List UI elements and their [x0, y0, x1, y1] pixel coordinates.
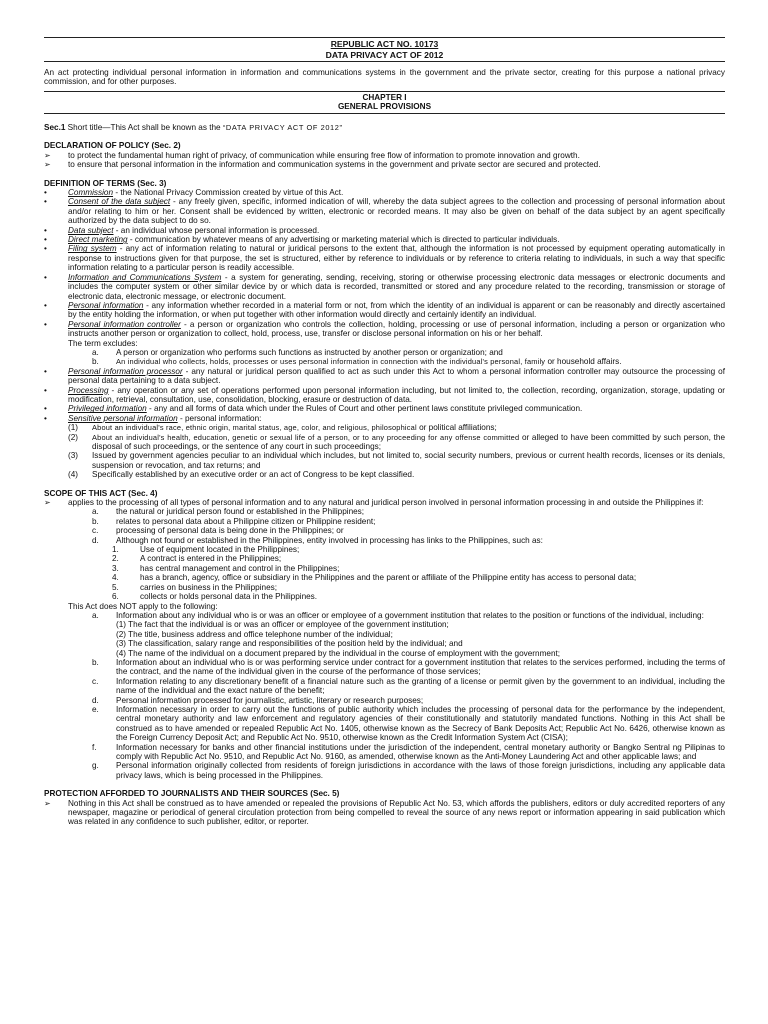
term-definition: - communication by whatever means of any advertising or marketing material which is directed to particular individuals.: [127, 235, 560, 245]
term-item: [44, 301, 725, 320]
list-marker: (3): [68, 451, 79, 461]
sensitive-text: Specifically established by an executive order or an act of Congress to be kept classified.: [92, 470, 415, 480]
term-item-text: [68, 320, 725, 339]
list-marker: g.: [92, 761, 99, 771]
term-definition: - any freely given, specific, informed indication of will, whereby the data subject agrees to the collection and processing of personal information about and/or relating to him or her. Consent shall be evidenced by written, electronic or recorded means. It may also be given on behalf of the data subject by an agent specifically authorized by the data subject to do so.: [68, 197, 725, 226]
term-definition: - personal information:: [177, 413, 262, 423]
term-name: Personal information: [68, 300, 144, 310]
policy-item-text: [68, 151, 725, 160]
scope-link: [44, 554, 725, 563]
sensitive-text-spaced: About an individual's health, education, genetic or sexual life of a person, or to any proceeding for any offense committed: [92, 432, 520, 442]
policy-header: DECLARATION OF POLICY (Sec. 2): [44, 141, 181, 151]
bullet-icon: •: [44, 413, 47, 423]
term-name: Processing: [68, 385, 109, 395]
policy-item-text: to protect the fundamental human right of privacy, of communication while ensuring free flow of information to promote innovation and growth.: [68, 150, 580, 160]
scope-exclusion: [44, 696, 725, 705]
act-number: REPUBLIC ACT NO. 10173: [330, 39, 439, 49]
link-text: collects or holds personal data in the Philippines.: [140, 592, 318, 602]
list-marker: (2): [68, 432, 79, 442]
scope-exclusion-sub: (4) The name of the individual on a document prepared by the individual in the course of employment with the government;: [116, 648, 561, 658]
list-marker: a.: [92, 507, 99, 517]
term-name: Direct marketing: [68, 235, 128, 245]
journalists-header: PROTECTION AFFORDED TO JOURNALISTS AND THEIR SOURCES (Sec. 5): [44, 789, 340, 799]
bullet-icon: •: [44, 385, 47, 395]
term-item: [44, 226, 725, 235]
term-item: [44, 367, 725, 386]
condition-text: relates to personal data about a Philippine citizen or Philippine resident;: [116, 516, 376, 526]
policy-item-text: [68, 160, 725, 169]
term-item: [44, 320, 725, 339]
list-marker: (1): [68, 423, 79, 433]
sensitive-list: [44, 423, 725, 479]
exclusion-text: Information relating to any discretionary benefit of a financial nature such as the granting of a license or permit given by the government to an individual, including the name of the individual and the exact nature of the benefit;: [116, 676, 725, 696]
arrow-bullet-icon: ➢: [44, 498, 51, 508]
scope-link: [44, 564, 725, 573]
list-marker: d.: [92, 535, 99, 545]
section-1: [44, 123, 725, 132]
exclusion-text: Personal information originally collected from residents of foreign jurisdictions in accordance with the laws of those foreign jurisdictions, including any applicable data privacy laws, which is being processed in the Philippines.: [116, 761, 725, 780]
terms-list: [44, 188, 725, 339]
scope-link-text: [140, 592, 725, 601]
list-marker: 3.: [112, 563, 119, 573]
section-1-label: Sec.1: [44, 123, 66, 132]
exclusion-text-spaced: An individual who collects, holds, processes or uses personal information in connection with the individual's personal, family: [116, 357, 546, 367]
scope-exclusion: [44, 677, 725, 696]
terms-excludes-label: The term excludes:: [68, 338, 138, 348]
condition-text: processing of personal data is being done in the Philippines; or: [116, 526, 344, 536]
exclusion-text: A person or organization who performs such functions as instructed by another person or organization; and: [116, 347, 503, 357]
bullet-icon: •: [44, 197, 47, 207]
sensitive-text: or political affiliations;: [416, 423, 497, 433]
list-marker: d.: [92, 695, 99, 705]
list-marker: 1.: [112, 545, 119, 555]
link-text: Use of equipment located in the Philippines;: [140, 545, 300, 555]
document-page: [44, 37, 725, 827]
link-text: A contract is entered in the Philippines;: [140, 554, 282, 564]
term-item: [44, 273, 725, 301]
list-marker: 2.: [112, 554, 119, 564]
terms-header: DEFINITION OF TERMS (Sec. 3): [44, 178, 167, 188]
condition-text: the natural or juridical person found or established in the Philippines;: [116, 507, 365, 517]
exclusion-text: Information necessary for banks and other financial institutions under the jurisdiction of the independent, central monetary authority or Bangko Sentral ng Pilipinas to comply with Republic Act No. 9510, and Republic Act No. 9160, as amended, otherwise known as the Anti-Money Laundering Act and other applicable laws; and: [116, 742, 725, 761]
term-item: [44, 235, 725, 244]
list-marker: b.: [92, 516, 99, 526]
policy-item: [44, 151, 725, 160]
link-text: carries on business in the Philippines;: [140, 582, 277, 592]
list-marker: 4.: [112, 573, 119, 583]
bullet-icon: •: [44, 366, 47, 376]
journalists-text: Nothing in this Act shall be construed as to have amended or repealed the provisions of Republic Act No. 53, which affords the publishers, editors or duly accredited reporters of any newspaper, magazine or periodical of general circulation protection from being compelled to reveal the source of any news report or information appearing in said publication which was related in any confidence to such publisher, editor, or reporter.: [68, 798, 725, 827]
term-name: Data subject: [68, 225, 114, 235]
condition-text: Although not found or established in the Philippines, entity involved in processing has links to the Philippines, such as:: [116, 535, 543, 545]
sensitive-item-text: [92, 451, 725, 470]
bullet-icon: •: [44, 188, 47, 198]
term-item-text: [68, 386, 725, 405]
scope-condition: [44, 536, 725, 545]
bullet-icon: •: [44, 300, 47, 310]
scope-exclusions-list: [44, 611, 725, 780]
scope-exclusion: [44, 761, 725, 780]
term-definition: - any operation or any set of operations performed upon personal information including, but not limited to, the collection, recording, organization, storage, updating or modification, retrieval, consultation, use, consolidation, blocking, erasure or destruction of data.: [68, 385, 725, 404]
arrow-bullet-icon: ➢: [44, 150, 51, 160]
scope-link: [44, 545, 725, 554]
sensitive-item-text: [92, 433, 725, 452]
exclusion-text: Information about any individual who is or was an officer or employee of a government institution that relates to the position or functions of the individual, including:: [116, 610, 704, 620]
list-marker: 6.: [112, 592, 119, 602]
term-name: Filing system: [68, 244, 117, 254]
term-name: Privileged information: [68, 404, 147, 414]
act-intro: An act protecting individual personal information in information and communications systems in the government and the private sector, creating for this purpose a national privacy commission, and for other purposes.: [44, 68, 725, 87]
chapter-heading: [44, 91, 725, 114]
policy-item: [44, 160, 725, 169]
term-definition: - a person or organization who controls the collection, holding, processing or use of personal information, including a person or organization who instructs another person or organization to collect, hold, process, use, transfer or disclose personal information on his or her behalf.: [68, 319, 725, 339]
link-text: has central management and control in the Philippines;: [140, 563, 340, 573]
term-definition: - an individual whose personal information is processed.: [113, 225, 320, 235]
exclusion-item-text: [116, 357, 725, 366]
scope-exclusion: [44, 705, 725, 743]
scope-exclusion-text: [116, 696, 725, 705]
term-item-text: [68, 404, 725, 413]
term-definition: - any and all forms of data which under the Rules of Court and other pertinent laws constitute privileged communication.: [146, 404, 583, 414]
scope-exclusion-sub: (3) The classification, salary range and responsibilities of the position held by the individual; and: [116, 639, 463, 649]
scope-conditions-list: [44, 507, 725, 545]
term-name: Consent of the data subject: [68, 197, 171, 207]
term-item: [44, 414, 725, 423]
scope-exclusion-text: [116, 705, 725, 743]
term-item: [44, 404, 725, 413]
sensitive-item: [44, 451, 725, 470]
term-name: Personal information controller: [68, 319, 181, 329]
scope-exclusion-sub: (1) The fact that the individual is or was an officer or employee of the government institution;: [116, 620, 449, 630]
scope-condition: [44, 517, 725, 526]
term-definition: - a system for generating, sending, receiving, storing or otherwise processing electronic data messages or electronic documents and includes the computer system or other similar device by or which data is recorded, transmitted or stored and any procedure related to the recording, transmission or storage of electronic data, electronic message, or electronic document.: [68, 272, 725, 301]
term-definition: - the National Privacy Commission created by virtue of this Act.: [113, 188, 344, 198]
exclusion-text: or household affairs.: [545, 357, 622, 367]
term-name: Personal information processor: [68, 366, 183, 376]
scope-link-text: [140, 583, 725, 592]
scope-link: [44, 573, 725, 582]
sensitive-item: [44, 433, 725, 452]
scope-exclusion: [44, 743, 725, 762]
term-item-text: [68, 188, 725, 197]
excludes-list: [44, 348, 725, 367]
term-definition: - any natural or juridical person qualified to act as such under this Act to whom a personal information controller may outsource the processing of personal data pertaining to a data subject.: [68, 366, 725, 386]
exclusion-item-text: [116, 348, 725, 357]
exclusion-item: [44, 357, 725, 366]
journalists-item: [44, 799, 725, 827]
exclusion-text: Information necessary in order to carry out the functions of public authority which includes the processing of personal data for the performance by the independent, central monetary authority and law enforcement and regulatory agencies of their constitutionally and statutorily mandated functions. Nothing in this Act shall be construed as to have amended or repealed Republic Act No. 1405, otherwise known as the Secrecy of Bank Deposits Act; Republic Act No. 6426, otherwise known as the Foreign Currency Deposit Act; and Republic Act No. 9510, otherwise known as the Credit Information System Act (CISA);: [116, 704, 725, 743]
list-marker: c.: [92, 526, 99, 536]
bullet-icon: •: [44, 404, 47, 414]
policy-list: [44, 151, 725, 170]
list-marker: b.: [92, 657, 99, 667]
list-marker: a.: [92, 610, 99, 620]
term-definition: - any information whether recorded in a material form or not, from which the identity of an individual is apparent or can be reasonably and directly ascertained by the entity holding the information, or when put together with other information would directly and certainly identify an individual.: [68, 300, 726, 320]
term-item: [44, 197, 725, 225]
scope-exclusion-text: [116, 658, 725, 677]
list-marker: a.: [92, 347, 99, 357]
term-item: [44, 386, 725, 405]
scope-exclusion: [44, 658, 725, 677]
link-text: has a branch, agency, office or subsidiary in the Philippines and the parent or affiliate of the Philippine entity has access to personal data;: [140, 573, 637, 583]
section-1-quoted-title: “DATA PRIVACY ACT OF 2012”: [222, 123, 343, 132]
policy-item-text: to ensure that personal information in the information and communication systems in the government and private sector are secured and protected.: [68, 160, 601, 170]
scope-exclusion-text: [116, 677, 725, 696]
chapter-name: GENERAL PROVISIONS: [337, 102, 432, 112]
list-marker: b.: [92, 357, 99, 367]
scope-exclusion-text: [116, 611, 725, 620]
term-name: Information and Communications System: [68, 272, 222, 282]
scope-link: [44, 583, 725, 592]
terms-list-2: [44, 367, 725, 423]
scope-exclusion-sub: (2) The title, business address and office telephone number of the individual;: [116, 629, 393, 639]
scope-lead: [44, 498, 725, 507]
scope-header: SCOPE OF THIS ACT (Sec. 4): [44, 488, 158, 498]
not-apply-label: This Act does NOT apply to the following:: [68, 601, 218, 611]
term-item: [44, 244, 725, 272]
scope-exclusion-text: [116, 743, 725, 762]
sensitive-item-text: [92, 423, 725, 432]
scope-exclusion: [44, 611, 725, 620]
term-definition: - any act of information relating to natural or juridical persons to the extent that, although the information is not processed by equipment operating automatically in response to instructions given for that purpose, the set is structured, either by reference to individuals or by reference to criteria relating to individuals, in such a way that specific information relating to a particular person is readily accessible.: [68, 244, 725, 273]
scope-lead-text: applies to the processing of all types of personal information and to any natural and juridical person involved in personal information processing in and outside the Philippines if:: [68, 498, 704, 508]
term-item-text: [68, 414, 725, 423]
term-item-text: [68, 226, 725, 235]
list-marker: f.: [92, 742, 97, 752]
list-marker: c.: [92, 676, 99, 686]
scope-condition-text: [116, 507, 725, 516]
term-item-text: [68, 273, 725, 301]
sensitive-item: [44, 470, 725, 479]
exclusion-item: [44, 348, 725, 357]
list-marker: 5.: [112, 582, 119, 592]
bullet-icon: •: [44, 235, 47, 245]
term-item-text: [68, 235, 725, 244]
bullet-icon: •: [44, 319, 47, 329]
scope-link-text: [140, 554, 725, 563]
term-item-text: [68, 301, 725, 320]
term-item: [44, 188, 725, 197]
sensitive-text: or alleged to have been committed by such person, the disposal of such proceedings, or the sentence of any court in such proceedings;: [92, 432, 725, 451]
section-1-text: Short title—This Act shall be known as the: [65, 123, 223, 132]
sensitive-text-spaced: About an individual's race, ethnic origin, marital status, age, color, and religious, philosophical: [92, 423, 417, 433]
bullet-icon: •: [44, 272, 47, 282]
arrow-bullet-icon: ➢: [44, 160, 51, 170]
scope-link-text: [140, 564, 725, 573]
act-title-block: [44, 37, 725, 62]
exclusion-text: Personal information processed for journalistic, artistic, literary or research purposes;: [116, 695, 424, 705]
bullet-icon: •: [44, 225, 47, 235]
list-marker: (4): [68, 470, 79, 480]
exclusion-text: Information about an individual who is or was performing service under contract for a government institution that relates to the services performed, including the terms of the contract, and the name of the individual given in the course of the performance of those services;: [116, 657, 725, 677]
term-item-text: [68, 367, 725, 386]
scope-condition-text: [116, 517, 725, 526]
term-item-text: [68, 197, 725, 225]
term-name: Commission: [68, 188, 114, 198]
chapter-number: CHAPTER I: [362, 92, 407, 102]
scope-links-list: [44, 545, 725, 601]
scope-link-text: [140, 545, 725, 554]
scope-condition: [44, 507, 725, 516]
sensitive-item: [44, 423, 725, 432]
bullet-icon: •: [44, 244, 47, 254]
sensitive-item-text: [92, 470, 725, 479]
arrow-bullet-icon: ➢: [44, 798, 51, 808]
scope-condition: [44, 526, 725, 535]
act-name: DATA PRIVACY ACT OF 2012: [325, 49, 444, 60]
scope-condition-text: [116, 536, 725, 545]
scope-link: [44, 592, 725, 601]
list-marker: e.: [92, 704, 99, 714]
scope-link-text: [140, 573, 725, 582]
scope-exclusion-text: [116, 761, 725, 780]
sensitive-text: Issued by government agencies peculiar to an individual which includes, but not limited to, social security numbers, previous or current health records, licenses or its denials, suspension or revocation, and tax returns; and: [92, 451, 725, 470]
term-item-text: [68, 244, 725, 272]
term-name: Sensitive personal information: [68, 413, 178, 423]
scope-condition-text: [116, 526, 725, 535]
